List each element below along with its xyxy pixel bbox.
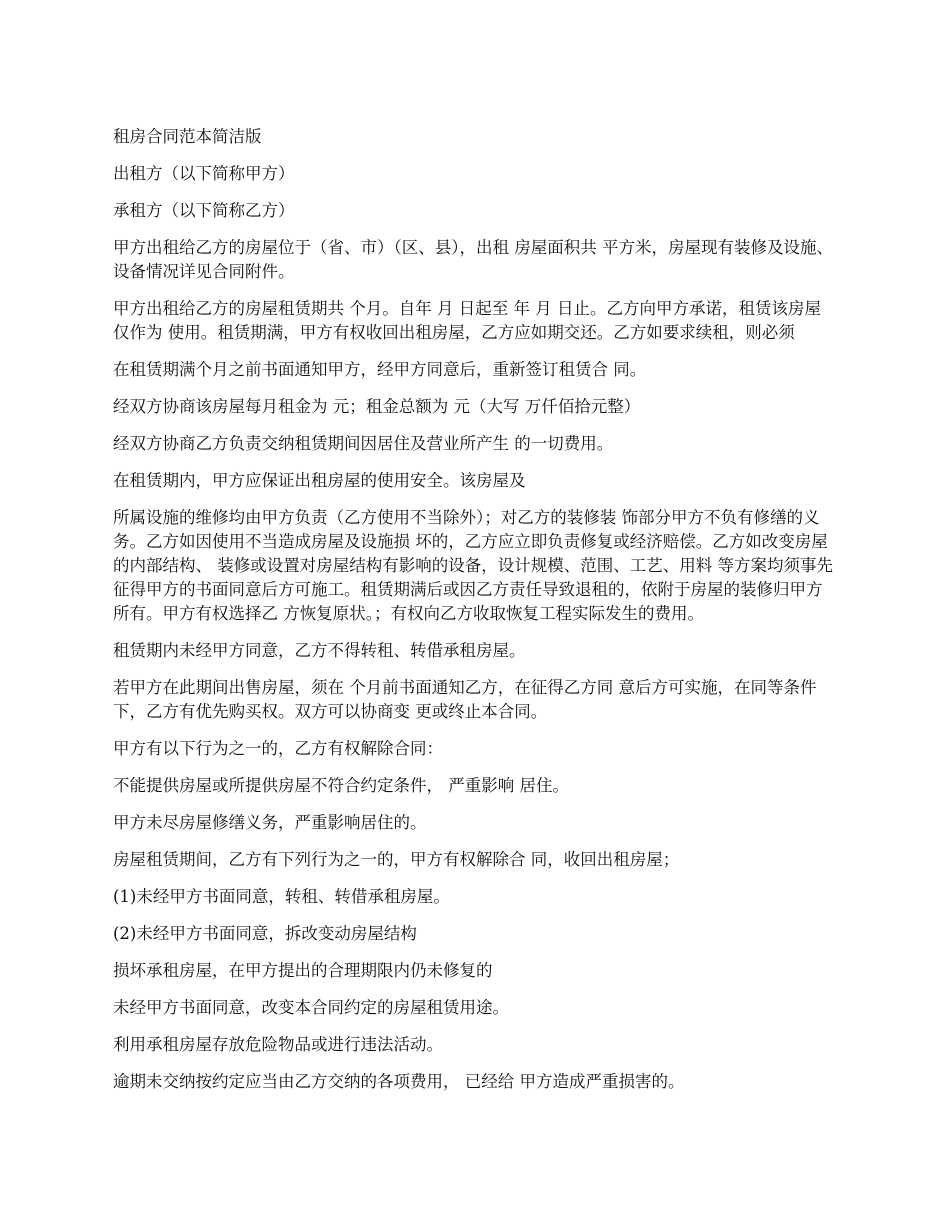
clause-sale: 若甲方在此期间出售房屋，须在 个月前书面通知乙方，在征得乙方同 意后方可实施，在同等条件下，乙方有优先购买权。双方可以协商变 更或终止本合同。	[113, 678, 817, 721]
clause-safety: 在租赁期内，甲方应保证出租房屋的使用安全。该房屋及	[113, 471, 526, 490]
document-body	[113, 125, 833, 1107]
clause-fees: 经双方协商乙方负责交纳租赁期间因居住及营业所产生 的一切费用。	[113, 434, 614, 453]
clause-location: 甲方出租给乙方的房屋位于（省、市）（区、县），出租 房屋面积共 平方米，房屋现有装修及设施、设备情况详见合同附件。	[113, 238, 833, 281]
lessor-line: 出租方（以下简称甲方）	[113, 164, 295, 183]
clause-rent: 经双方协商该房屋每月租金为 元；租金总额为 元（大写 万仟佰拾元整）	[113, 397, 641, 416]
list-item: (1)未经甲方书面同意，转租、转借承租房屋。	[113, 887, 450, 906]
list-item: 逾期未交纳按约定应当由乙方交纳的各项费用， 已经给 甲方造成严重损害的。	[113, 1072, 685, 1091]
clause-renewal-notice: 在租赁期满个月之前书面通知甲方，经甲方同意后，重新签订租赁合 同。	[113, 360, 647, 379]
clause-lessor-termination: 房屋租赁期间，乙方有下列行为之一的，甲方有权解除合 同，收回出租房屋；	[113, 850, 680, 869]
list-item: 不能提供房屋或所提供房屋不符合约定条件， 严重影响 居住。	[113, 776, 569, 795]
lessee-line: 承租方（以下简称乙方）	[113, 201, 295, 220]
list-item: (2)未经甲方书面同意，拆改变动房屋结构	[113, 924, 417, 943]
clause-sublet: 租赁期内未经甲方同意，乙方不得转租、转借承租房屋。	[113, 641, 526, 660]
list-item: 损坏承租房屋，在甲方提出的合理期限内仍未修复的	[113, 961, 493, 980]
document-title: 租房合同范本简洁版	[113, 127, 262, 146]
clause-term: 甲方出租给乙方的房屋租赁期共 个月。自年 月 日起至 年 月 日止。乙方向甲方承诺，租赁该房屋仅作为 使用。租赁期满，甲方有权收回出租房屋，乙方应如期交还。乙方如要求续租，则必须	[113, 299, 821, 342]
list-item: 甲方未尽房屋修缮义务，严重影响居住的。	[113, 813, 427, 832]
list-item: 利用承租房屋存放危险物品或进行违法活动。	[113, 1035, 443, 1054]
list-item: 未经甲方书面同意，改变本合同约定的房屋租赁用途。	[113, 998, 509, 1017]
clause-lessee-termination: 甲方有以下行为之一的，乙方有权解除合同：	[113, 739, 443, 758]
clause-maintenance: 所属设施的维修均由甲方负责（乙方使用不当除外）；对乙方的装修装 饰部分甲方不负有修缮的义务。乙方如因使用不当造成房屋及设施损 坏的，乙方应立即负责修复或经济赔偿。乙方如改变房屋的内部结构、 装修或设置对房屋结构有影响的设备，设计规模、范围、工艺、用料 等方案均须事先征得甲方的书面同意后方可施工。租赁期满后或因乙方责任导致退租的，依附于房屋的装修归甲方所有。甲方有权选择乙 方恢复原状。；有权向乙方收取恢复工程实际发生的费用。	[113, 508, 833, 623]
